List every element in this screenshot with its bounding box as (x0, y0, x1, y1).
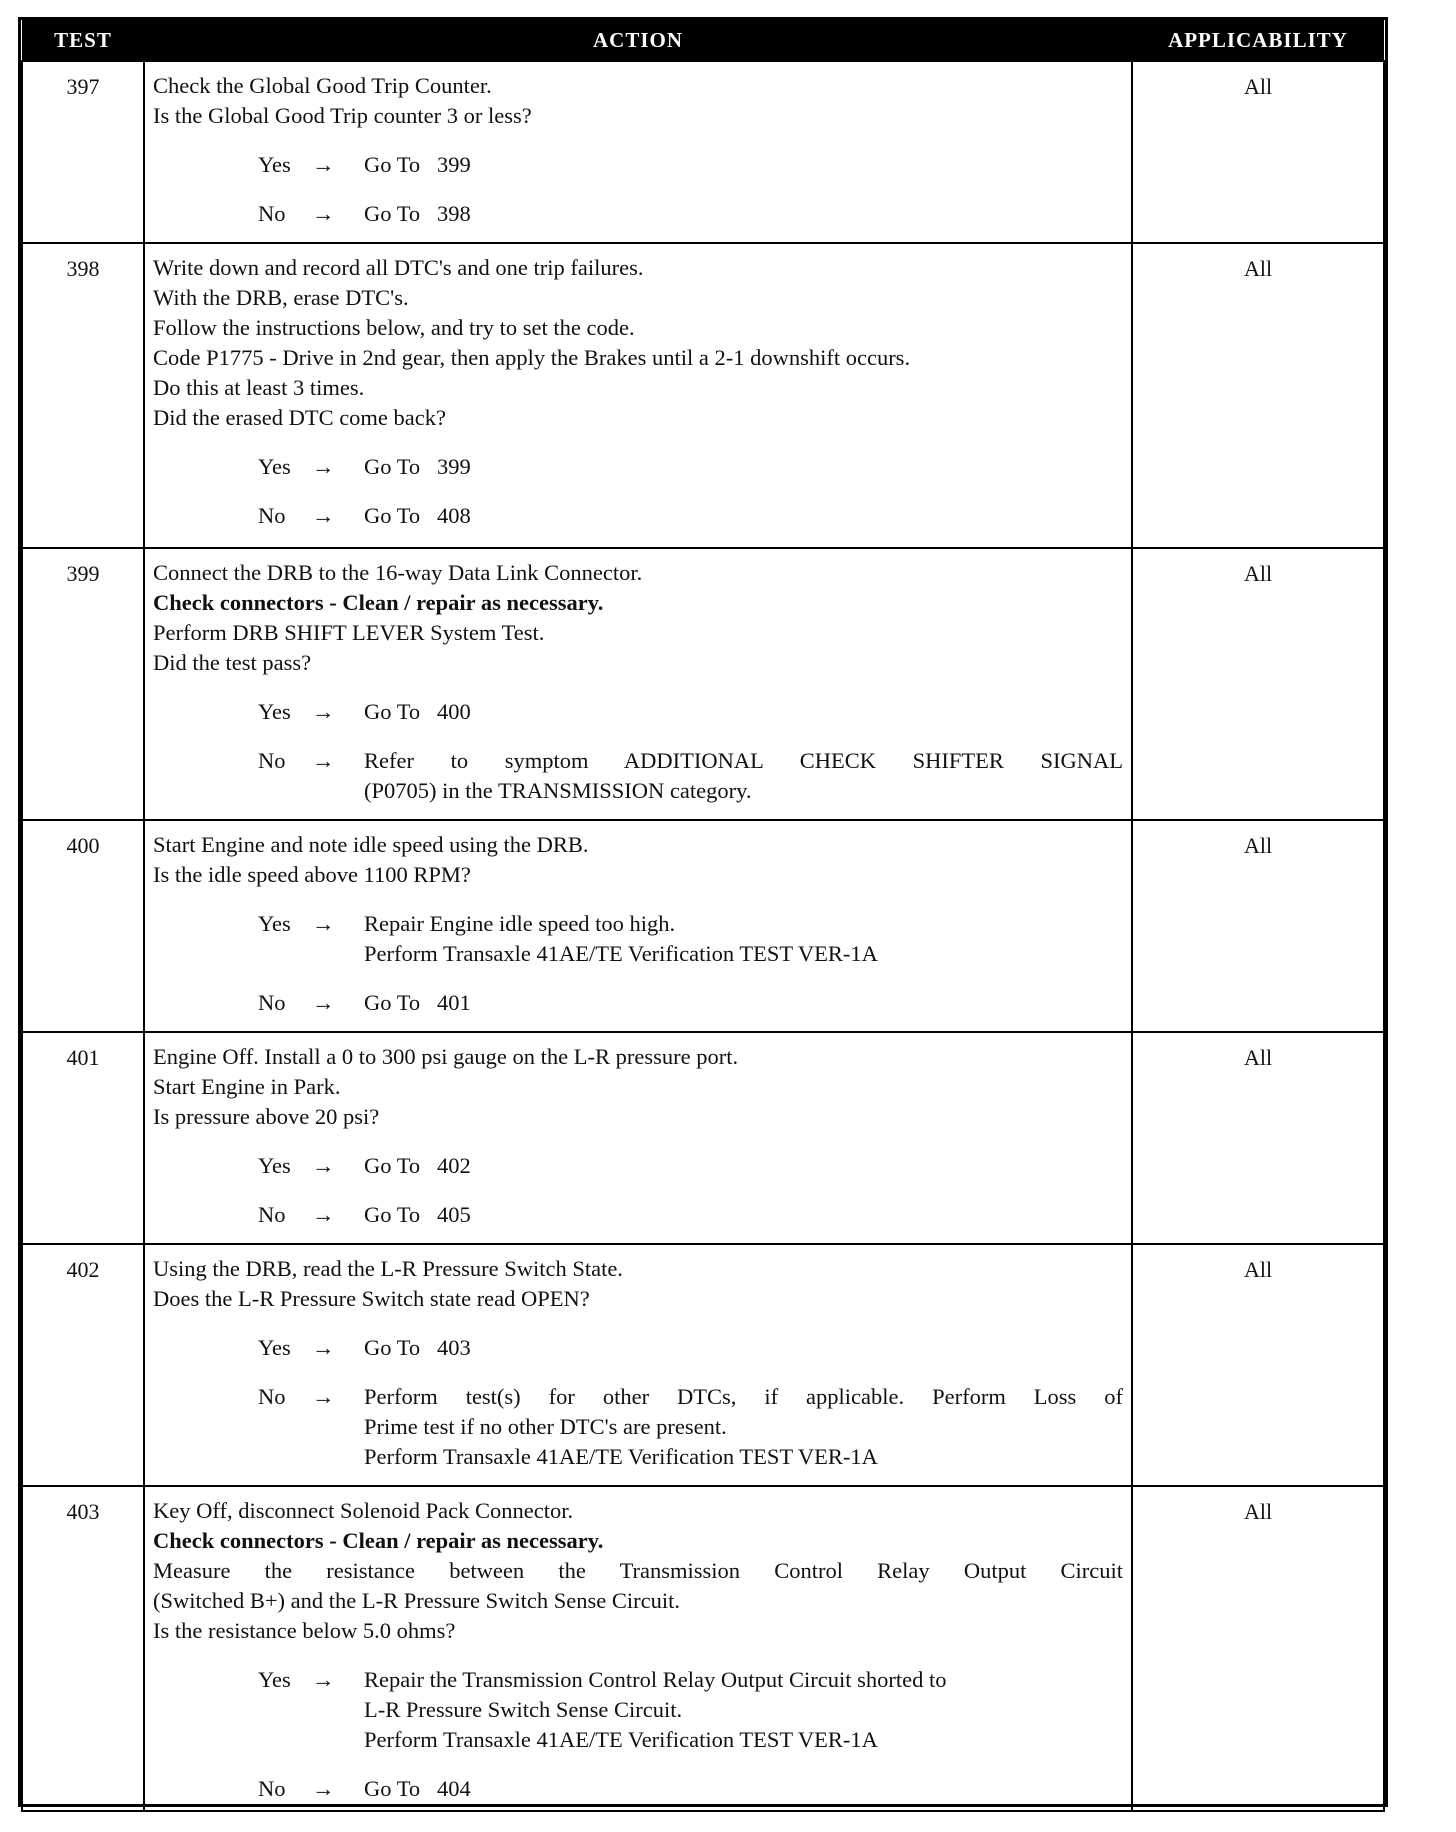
yes-label: Yes (258, 454, 291, 479)
no-action-line: Refer to symptom ADDITIONAL CHECK SHIFTER SIGNAL (364, 748, 1123, 773)
arrow-icon: → (312, 1776, 335, 1801)
yes-action (364, 1151, 1123, 1181)
test-number: 399 (22, 548, 144, 820)
action-line: Did the test pass? (153, 650, 312, 675)
action-line: Using the DRB, read the L-R Pressure Switch State. (153, 1256, 623, 1281)
test-row (22, 1032, 1384, 1244)
arrow-icon: → (312, 1667, 335, 1692)
action-line: Do this at least 3 times. (153, 375, 365, 400)
arrow-icon: → (312, 1384, 335, 1409)
no-action (364, 1774, 1123, 1804)
action-cell (144, 1244, 1132, 1486)
header-action: ACTION (144, 20, 1132, 61)
no-outcome (258, 1200, 1123, 1230)
action-cell (144, 243, 1132, 548)
yes-action-line: L-R Pressure Switch Sense Circuit. (364, 1697, 683, 1722)
arrow-icon: → (312, 699, 335, 724)
action-line: Check connectors - Clean / repair as necessary. (153, 590, 604, 615)
test-row (22, 1244, 1384, 1486)
header-test: TEST (22, 20, 144, 61)
action-line: (Switched B+) and the L-R Pressure Switch Sense Circuit. (153, 1588, 680, 1613)
test-number: 401 (22, 1032, 144, 1244)
header-applicability: APPLICABILITY (1132, 20, 1384, 61)
arrow-icon: → (312, 152, 335, 177)
yes-action-line: Go To 400 (364, 699, 471, 724)
no-action (364, 988, 1123, 1018)
test-number: 400 (22, 820, 144, 1032)
action-line: Key Off, disconnect Solenoid Pack Connector. (153, 1498, 574, 1523)
no-outcome (258, 1382, 1123, 1472)
yes-action-line: Go To 399 (364, 454, 471, 479)
test-procedure-table-frame (18, 17, 1388, 1807)
yes-outcome (258, 1151, 1123, 1181)
yes-outcome (258, 1665, 1123, 1755)
action-cell (144, 61, 1132, 243)
no-label: No (258, 1776, 286, 1801)
no-action-line: Perform Transaxle 41AE/TE Verification TEST VER-1A (364, 1444, 878, 1469)
action-line: Perform DRB SHIFT LEVER System Test. (153, 620, 545, 645)
yes-action (364, 697, 1123, 727)
test-row (22, 820, 1384, 1032)
action-line: Check connectors - Clean / repair as necessary. (153, 1528, 604, 1553)
no-label: No (258, 1202, 286, 1227)
action-line: Does the L-R Pressure Switch state read OPEN? (153, 1286, 590, 1311)
no-outcome (258, 501, 1123, 531)
yes-label: Yes (258, 1667, 291, 1692)
no-action-line: Go To 405 (364, 1202, 471, 1227)
no-action (364, 1382, 1123, 1472)
yes-action-line: Go To 399 (364, 152, 471, 177)
test-row (22, 61, 1384, 243)
arrow-icon: → (312, 1335, 335, 1360)
yes-outcome (258, 452, 1123, 482)
yes-label: Yes (258, 911, 291, 936)
action-line: Check the Global Good Trip Counter. (153, 73, 492, 98)
no-label: No (258, 1384, 286, 1409)
no-action-line: (P0705) in the TRANSMISSION category. (364, 778, 752, 803)
no-action (364, 1200, 1123, 1230)
action-line: Write down and record all DTC's and one trip failures. (153, 255, 644, 280)
action-line: Is the idle speed above 1100 RPM? (153, 862, 471, 887)
action-line: With the DRB, erase DTC's. (153, 285, 409, 310)
yes-action-line: Go To 403 (364, 1335, 471, 1360)
yes-label: Yes (258, 699, 291, 724)
action-cell (144, 1032, 1132, 1244)
arrow-icon: → (312, 1202, 335, 1227)
no-action (364, 199, 1123, 229)
action-line: Start Engine and note idle speed using the DRB. (153, 832, 589, 857)
yes-action (364, 1333, 1123, 1363)
no-action-line: Go To 404 (364, 1776, 471, 1801)
applicability-value: All (1132, 548, 1384, 820)
action-line: Follow the instructions below, and try to set the code. (153, 315, 635, 340)
yes-outcome (258, 697, 1123, 727)
yes-action (364, 150, 1123, 180)
action-line: Measure the resistance between the Transmission Control Relay Output Circuit (153, 1558, 1123, 1583)
arrow-icon: → (312, 454, 335, 479)
yes-outcome (258, 150, 1123, 180)
applicability-value: All (1132, 1032, 1384, 1244)
yes-action-line: Go To 402 (364, 1153, 471, 1178)
yes-action-line: Repair the Transmission Control Relay Output Circuit shorted to (364, 1667, 947, 1692)
action-line: Is the resistance below 5.0 ohms? (153, 1618, 456, 1643)
test-row (22, 243, 1384, 548)
test-number: 403 (22, 1486, 144, 1811)
action-line: Engine Off. Install a 0 to 300 psi gauge on the L-R pressure port. (153, 1044, 739, 1069)
arrow-icon: → (312, 201, 335, 226)
applicability-value: All (1132, 1244, 1384, 1486)
action-cell (144, 820, 1132, 1032)
test-number: 402 (22, 1244, 144, 1486)
no-action-line: Go To 398 (364, 201, 471, 226)
no-action-line: Go To 408 (364, 503, 471, 528)
no-outcome (258, 746, 1123, 806)
action-line: Connect the DRB to the 16-way Data Link Connector. (153, 560, 643, 585)
yes-label: Yes (258, 152, 291, 177)
yes-action-line: Perform Transaxle 41AE/TE Verification TEST VER-1A (364, 941, 878, 966)
applicability-value: All (1132, 61, 1384, 243)
test-row (22, 548, 1384, 820)
arrow-icon: → (312, 990, 335, 1015)
yes-action-line: Repair Engine idle speed too high. (364, 911, 676, 936)
no-label: No (258, 748, 286, 773)
no-outcome (258, 1774, 1123, 1804)
yes-outcome (258, 1333, 1123, 1363)
yes-label: Yes (258, 1153, 291, 1178)
action-line: Is pressure above 20 psi? (153, 1104, 380, 1129)
yes-outcome (258, 909, 1123, 969)
header-row (22, 20, 1384, 61)
no-action-line: Perform test(s) for other DTCs, if applicable. Perform Loss of (364, 1384, 1123, 1409)
test-number: 398 (22, 243, 144, 548)
no-action-line: Prime test if no other DTC's are present. (364, 1414, 727, 1439)
action-line: Did the erased DTC come back? (153, 405, 447, 430)
yes-action-line: Perform Transaxle 41AE/TE Verification TEST VER-1A (364, 1727, 878, 1752)
yes-action (364, 1665, 1123, 1755)
no-action (364, 501, 1123, 531)
no-outcome (258, 988, 1123, 1018)
action-line: Start Engine in Park. (153, 1074, 341, 1099)
arrow-icon: → (312, 1153, 335, 1178)
action-cell (144, 548, 1132, 820)
test-procedure-table (21, 20, 1385, 1812)
applicability-value: All (1132, 243, 1384, 548)
no-action (364, 746, 1123, 806)
test-number: 397 (22, 61, 144, 243)
action-line: Is the Global Good Trip counter 3 or less? (153, 103, 532, 128)
yes-label: Yes (258, 1335, 291, 1360)
arrow-icon: → (312, 748, 335, 773)
yes-action (364, 452, 1123, 482)
applicability-value: All (1132, 820, 1384, 1032)
yes-action (364, 909, 1123, 969)
no-label: No (258, 503, 286, 528)
no-label: No (258, 990, 286, 1015)
no-label: No (258, 201, 286, 226)
action-line: Code P1775 - Drive in 2nd gear, then apply the Brakes until a 2-1 downshift occurs. (153, 345, 911, 370)
arrow-icon: → (312, 911, 335, 936)
action-cell (144, 1486, 1132, 1811)
no-action-line: Go To 401 (364, 990, 471, 1015)
applicability-value: All (1132, 1486, 1384, 1811)
arrow-icon: → (312, 503, 335, 528)
test-row (22, 1486, 1384, 1811)
no-outcome (258, 199, 1123, 229)
